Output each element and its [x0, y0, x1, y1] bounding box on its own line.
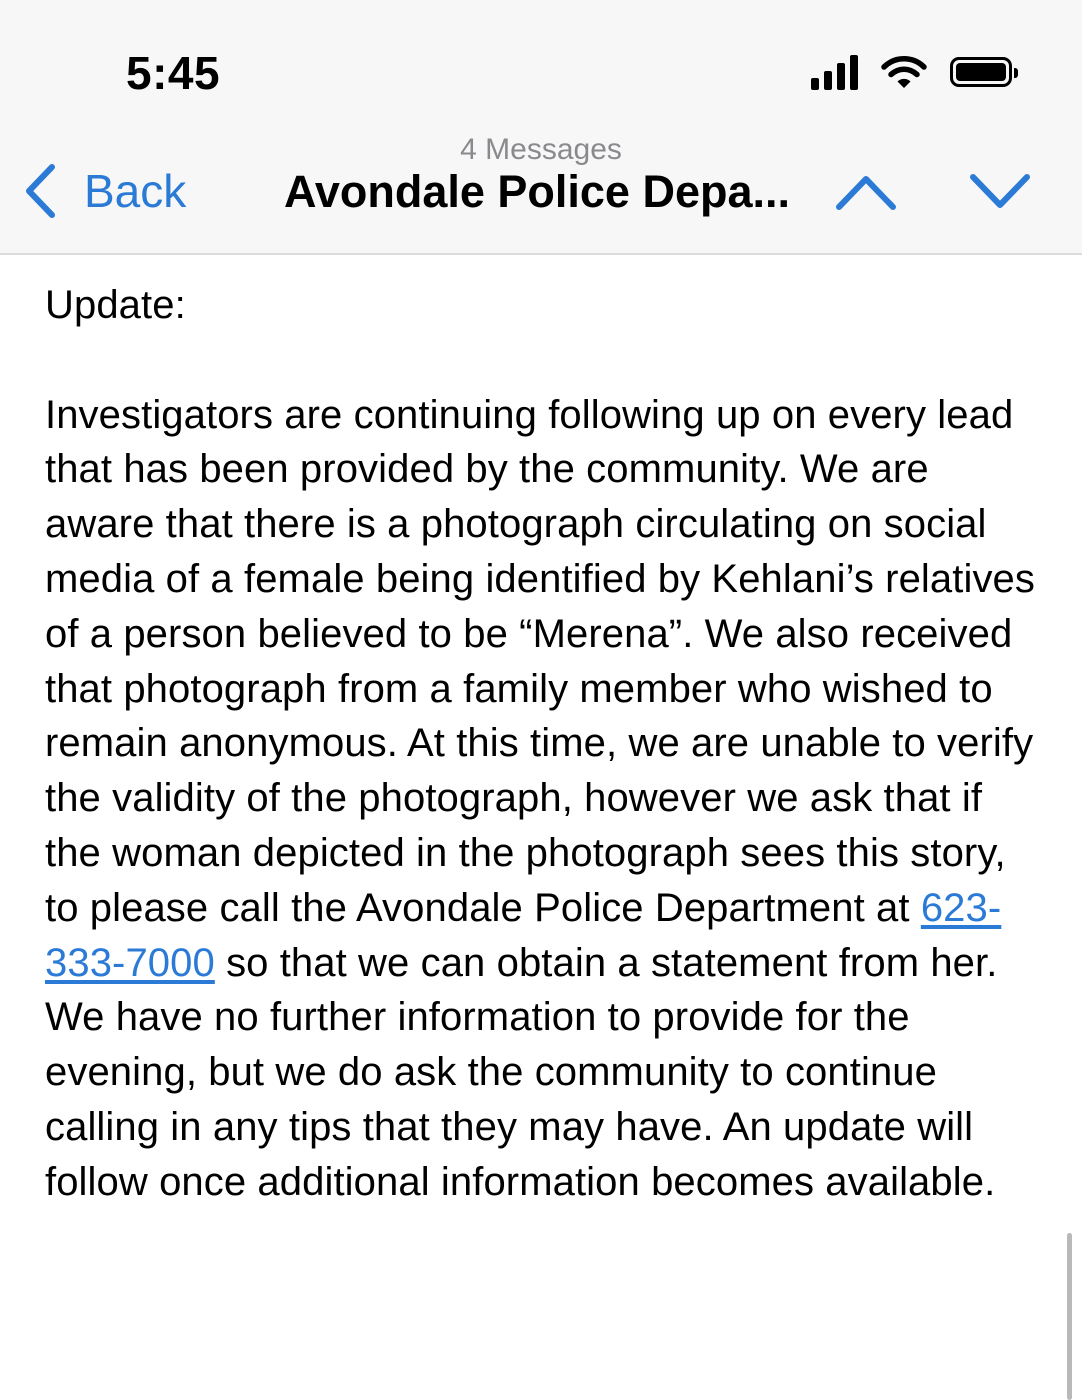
- message-text-after-link: so that we can obtain a statement from her. We have no further information to provide for the evening, but we do ask the community to continue calling in any tips that they may have. An update will follow once additional information becomes available.: [45, 940, 998, 1204]
- message-body: [45, 278, 1045, 1210]
- message-count: 4 Messages: [460, 133, 622, 166]
- back-button[interactable]: [22, 162, 186, 220]
- scrollbar[interactable]: [1067, 1233, 1072, 1400]
- thread-subject: Avondale Police Depa...: [284, 166, 790, 217]
- chevron-up-icon: [834, 172, 898, 212]
- mail-header: [0, 0, 1082, 255]
- wifi-icon: [880, 54, 928, 90]
- cellular-signal-icon: [811, 54, 858, 90]
- message-heading: Update:: [45, 283, 186, 327]
- chevron-down-icon: [968, 172, 1032, 212]
- status-icons: [811, 50, 1012, 94]
- phone-number-link[interactable]: 623-333-7000: [45, 885, 1002, 985]
- message-paragraph: [45, 388, 1045, 1210]
- next-message-button[interactable]: [968, 172, 1032, 217]
- battery-icon: [950, 57, 1012, 87]
- status-time: 5:45: [126, 47, 221, 99]
- chevron-left-icon: [22, 163, 58, 219]
- back-label: Back: [84, 165, 187, 217]
- previous-message-button[interactable]: [834, 172, 898, 217]
- message-text-before-link: Investigators are continuing following up on every lead that has been provided by the community. We are aware that there is a photograph circulating on social media of a female being identified by Kehlani’s relatives of a person believed to be “Merena”. We also received that photograph from a family member who wished to remain anonymous. At this time, we are unable to verify the validity of the photograph, however we ask that if the woman depicted in the photograph sees this story, to please call the Avondale Police Department at: [45, 392, 1035, 930]
